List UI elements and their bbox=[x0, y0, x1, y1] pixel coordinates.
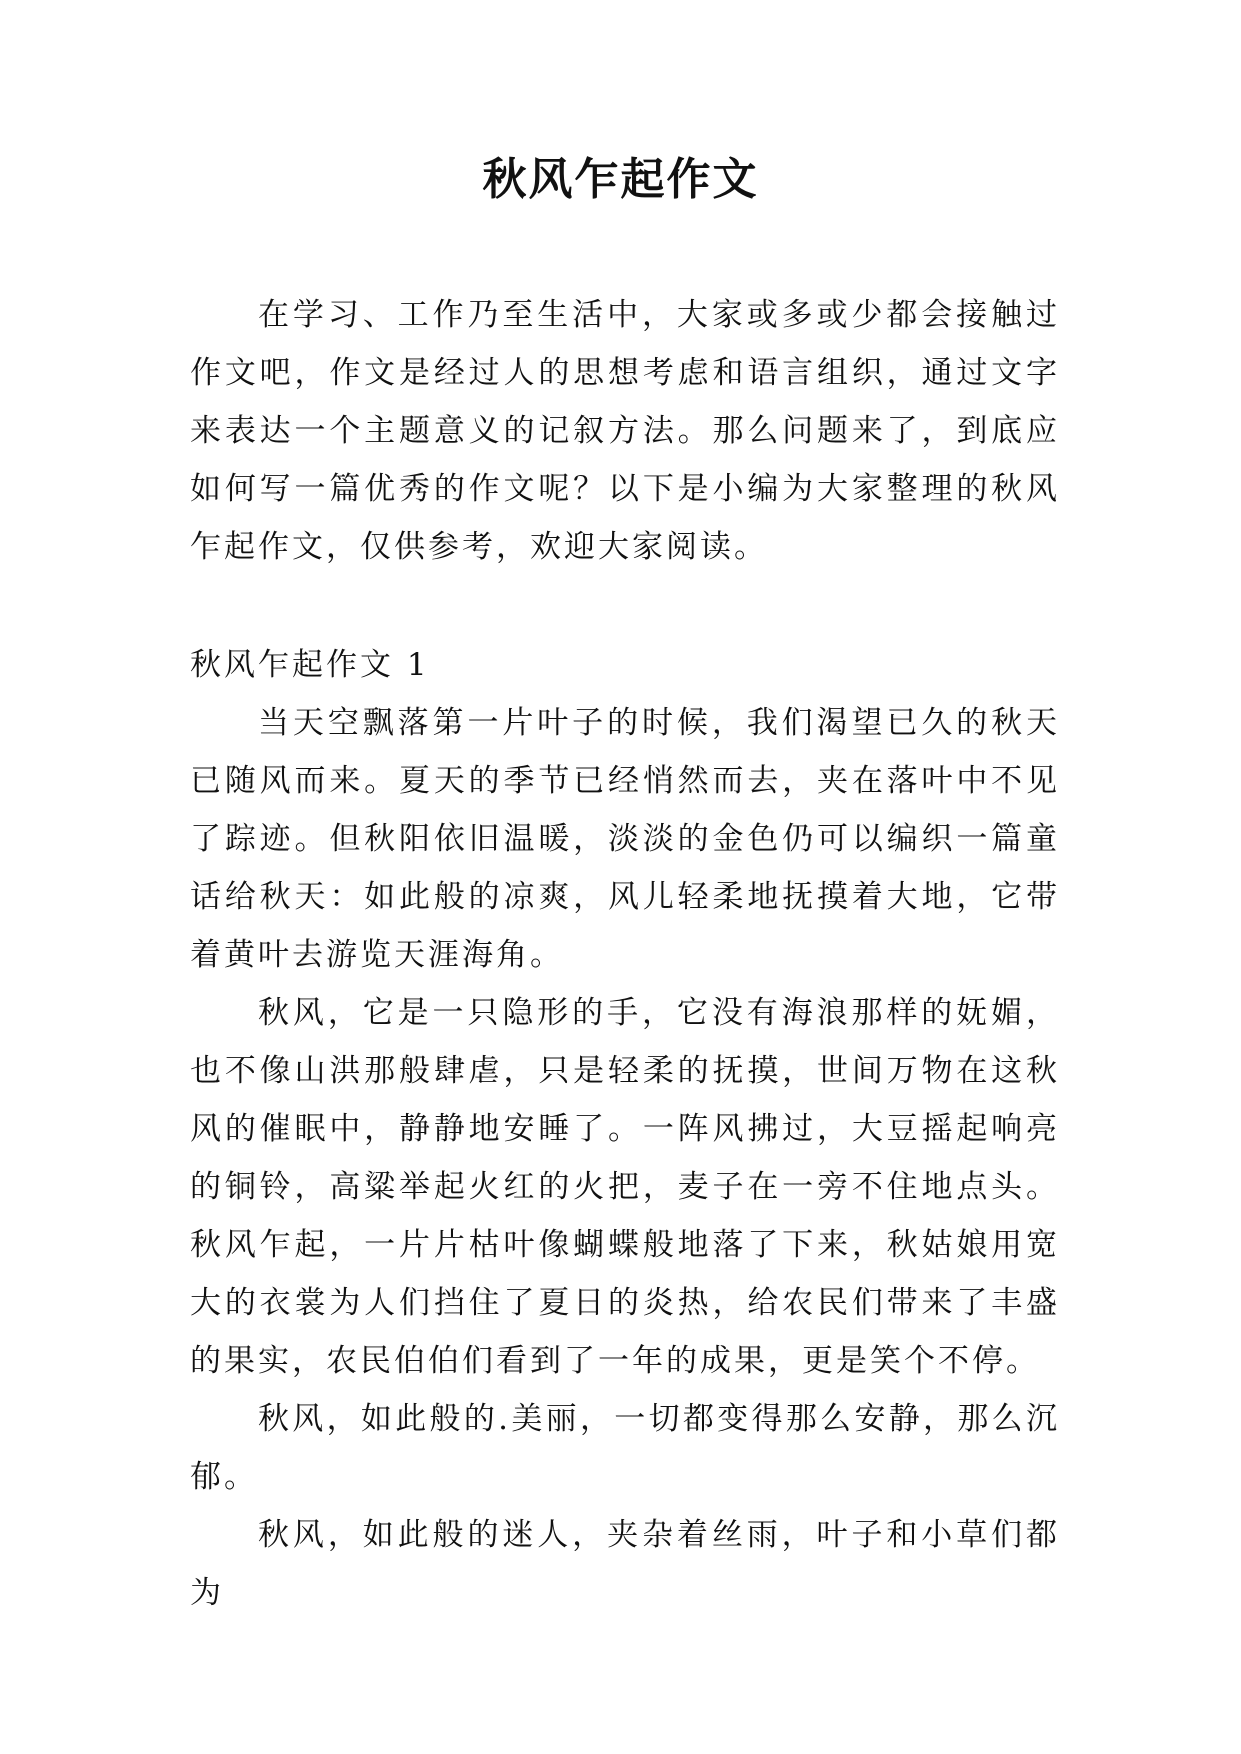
body-paragraph: 秋风，如此般的迷人，夹杂着丝雨，叶子和小草们都为 bbox=[190, 1517, 1060, 1611]
section-heading: 秋风乍起作文 1 bbox=[190, 647, 430, 683]
body-paragraph: 秋风，如此般的.美丽，一切都变得那么安静，那么沉郁。 bbox=[190, 1401, 1060, 1495]
body-paragraph: 当天空飘落第一片叶子的时候，我们渴望已久的秋天已随风而来。夏天的季节已经悄然而去，夹在落叶中不见了踪迹。但秋阳依旧温暖，淡淡的金色仍可以编织一篇童话给秋天：如此般的凉爽，风儿轻柔地抚摸着大地，它带着黄叶去游览天涯海角。 bbox=[190, 705, 1060, 973]
document-body bbox=[190, 286, 1060, 1622]
document-title: 秋风乍起作文 bbox=[482, 154, 759, 205]
body-paragraph: 秋风，它是一只隐形的手，它没有海浪那样的妩媚，也不像山洪那般肆虐，只是轻柔的抚摸，世间万物在这秋风的催眠中，静静地安睡了。一阵风拂过，大豆摇起响亮的铜铃，高粱举起火红的火把，麦子在一旁不住地点头。秋风乍起，一片片枯叶像蝴蝶般地落了下来，秋姑娘用宽大的衣裳为人们挡住了夏日的炎热，给农民们带来了丰盛的果实，农民伯伯们看到了一年的成果，更是笑个不停。 bbox=[190, 995, 1060, 1379]
intro-paragraph: 在学习、工作乃至生活中，大家或多或少都会接触过作文吧，作文是经过人的思想考虑和语言组织，通过文字来表达一个主题意义的记叙方法。那么问题来了，到底应如何写一篇优秀的作文呢？以下是小编为大家整理的秋风乍起作文，仅供参考，欢迎大家阅读。 bbox=[190, 297, 1060, 565]
